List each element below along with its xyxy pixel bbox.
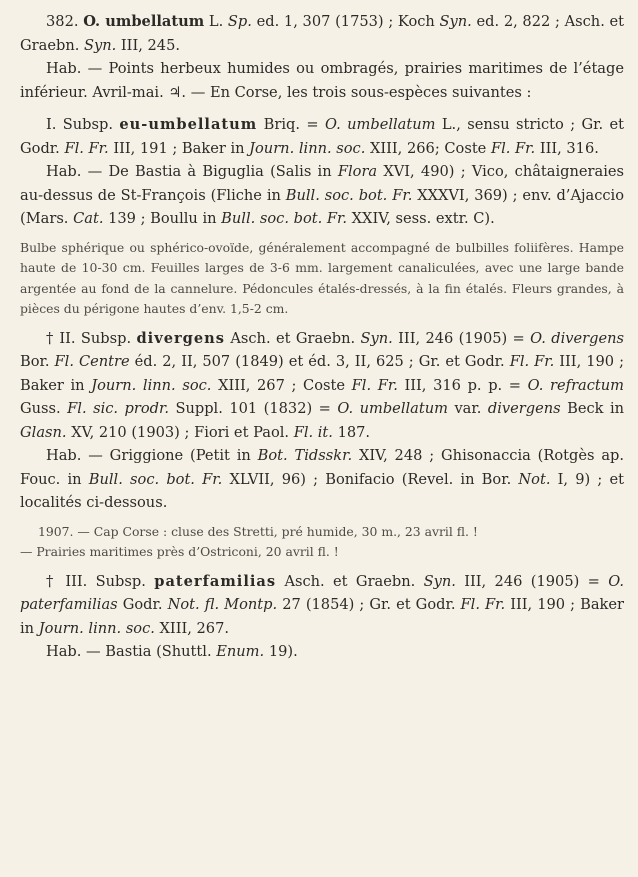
subspecies-2-name: divergens: [136, 329, 225, 347]
subspecies-2-observations: 1907. — Cap Corse : cluse des Stretti, pré humide, 30 m., 23 avril fl. ! — Prairies maritimes près d’Ostriconi, 20 avril fl. !: [20, 523, 478, 559]
subspecies-3-habitat: Hab. — Bastia (Shuttl. Enum. 19).: [46, 643, 298, 660]
subspecies-1-habitat: Hab. — De Bastia à Biguglia (Salis in Flora XVI, 490) ; Vico, châtaigneraies au-dessus de St-François (Fliche in Bull. soc. bot. Fr. XXXVI, 369) ; env. d’Ajaccio (Mars. Cat. 139 ; Boullu in Bull. soc. bot. Fr. XXIV, sess. extr. C).: [20, 163, 625, 227]
species-heading: 382. O. umbellatum L. Sp. ed. 1, 307 (1753) ; Koch Syn. ed. 2, 822 ; Asch. et Graebn. Syn. III, 245.: [20, 13, 625, 54]
species-name: O. umbellatum: [83, 13, 205, 30]
species-habitat: Hab. — Points herbeux humides ou ombragés, prairies maritimes de l’étage inférieur. Avril-mai. ♃. — En Corse, les trois sous-espèces suivantes :: [20, 60, 624, 101]
species-number: 382.: [46, 13, 79, 30]
subspecies-3-heading: † III. Subsp. paterfamilias Asch. et Graebn. Syn. III, 246 (1905) = O. paterfamilias Godr. Not. fl. Montp. 27 (1854) ; Gr. et Godr. Fl. Fr. III, 190 ; Baker in Journ. linn. soc. XIII, 267.: [20, 572, 624, 637]
subspecies-2-heading: † II. Subsp. divergens Asch. et Graebn. Syn. III, 246 (1905) = O. divergens Bor. Fl. Centre éd. 2, II, 507 (1849) et éd. 3, II, 625 ; Gr. et Godr. Fl. Fr. III, 190 ; Baker in Journ. linn. soc. XIII, 267 ; Coste Fl. Fr. III, 316 p. p. = O. refractum Guss. Fl. sic. prodr. Suppl. 101 (1832) = O. umbellatum var. divergens Beck in Glasn. XV, 210 (1903) ; Fiori et Paol. Fl. it. 187.: [20, 329, 625, 441]
subspecies-1-name: eu-umbellatum: [119, 116, 258, 133]
subspecies-1-heading: I. Subsp. eu-umbellatum Briq. = O. umbellatum L., sensu stricto ; Gr. et Godr. Fl. Fr. III, 191 ; Baker in Journ. linn. soc. XIII, 266; Coste Fl. Fr. III, 316.: [20, 116, 625, 157]
subspecies-3-name: paterfamilias: [154, 572, 277, 590]
subspecies-2-habitat: Hab. — Griggione (Petit in Bot. Tidsskr. XIV, 248 ; Ghisonaccia (Rotgès ap. Fouc. in Bull. soc. bot. Fr. XLVII, 96) ; Bonifacio (Revel. in Bor. Not. I, 9) ; et localités ci-dessous.: [20, 447, 625, 511]
subspecies-1-description: Bulbe sphérique ou sphérico-ovoïde, généralement accompagné de bulbilles foliifères. Hampe haute de 10-30 cm. Feuilles larges de 3-6 mm. largement canaliculées, avec une large bande argentée au fond de la cannelure. Pédoncules étalés-dressés, à la fin étalés. Fleurs grandes, à pièces du périgone hautes d’env. 1,5-2 cm.: [20, 239, 624, 316]
